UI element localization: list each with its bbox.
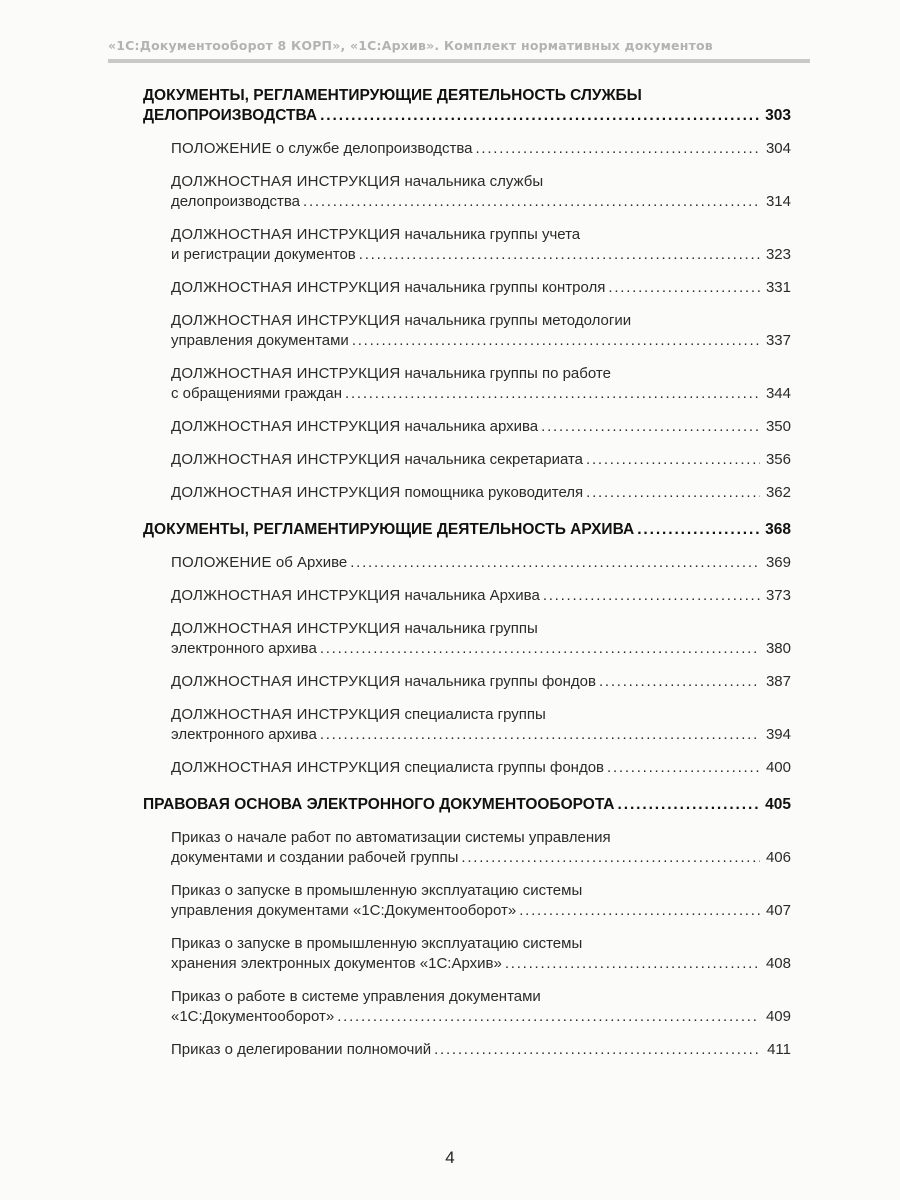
item-page-number: 380	[765, 640, 791, 657]
document-type: ДОЛЖНОСТНАЯ ИНСТРУКЦИЯ	[171, 226, 401, 243]
dot-leader	[359, 245, 760, 265]
document-type: ДОЛЖНОСТНАЯ ИНСТРУКЦИЯ	[171, 451, 401, 468]
dot-leader	[637, 520, 760, 540]
dot-leader	[303, 192, 760, 212]
dot-leader	[618, 795, 760, 815]
dot-leader	[543, 586, 760, 606]
toc-item[interactable]	[171, 417, 791, 437]
dot-leader	[541, 417, 760, 437]
item-title: и регистрации документов	[171, 246, 356, 263]
section-heading[interactable]	[143, 795, 791, 815]
item-title: управления документами «1С:Документооборот»	[171, 902, 517, 919]
toc-item-list	[143, 828, 791, 1060]
section-title-line: ДОКУМЕНТЫ, РЕГЛАМЕНТИРУЮЩИЕ ДЕЯТЕЛЬНОСТЬ СЛУЖБЫ	[143, 87, 642, 104]
toc-item[interactable]	[171, 619, 791, 659]
item-title-line: Приказ о запуске в промышленную эксплуатацию системы	[171, 935, 583, 952]
item-title: управления документами	[171, 332, 349, 349]
item-page-number: 350	[765, 418, 791, 435]
document-type: ДОЛЖНОСТНАЯ ИНСТРУКЦИЯ	[171, 620, 401, 637]
toc-item[interactable]	[171, 364, 791, 404]
toc-item[interactable]	[171, 450, 791, 470]
item-title-line: начальника группы по работе	[400, 365, 611, 382]
item-page-number: 394	[765, 726, 791, 743]
dot-leader	[586, 450, 760, 470]
document-type: ДОЛЖНОСТНАЯ ИНСТРУКЦИЯ	[171, 365, 401, 382]
toc-item[interactable]	[171, 987, 791, 1027]
toc-item[interactable]	[171, 828, 791, 868]
dot-leader	[320, 725, 760, 745]
item-page-number: 331	[765, 279, 791, 296]
dot-leader	[320, 639, 760, 659]
item-title: «1С:Документооборот»	[171, 1008, 335, 1025]
dot-leader	[345, 384, 760, 404]
document-type: ПОЛОЖЕНИЕ	[171, 140, 272, 157]
item-title: начальника архива	[400, 418, 539, 435]
section-heading[interactable]	[143, 86, 791, 126]
toc-item[interactable]	[171, 483, 791, 503]
toc-item[interactable]	[171, 586, 791, 606]
toc-item[interactable]	[171, 278, 791, 298]
dot-leader	[476, 139, 761, 159]
table-of-contents	[143, 86, 791, 1077]
section-title: ДЕЛОПРОИЗВОДСТВА	[143, 107, 318, 124]
item-title-line: специалиста группы	[400, 706, 546, 723]
item-title: делопроизводства	[171, 193, 301, 210]
item-page-number: 314	[765, 193, 791, 210]
item-title-line: начальника группы	[400, 620, 538, 637]
item-title-line: начальника группы учета	[400, 226, 581, 243]
item-page-number: 400	[765, 759, 791, 776]
item-title: начальника секретариата	[400, 451, 584, 468]
dot-leader	[607, 758, 760, 778]
item-title-line: начальника службы	[400, 173, 544, 190]
dot-leader	[608, 278, 760, 298]
item-title: хранения электронных документов «1С:Архив»	[171, 955, 502, 972]
section-page-number: 303	[765, 107, 791, 124]
dot-leader	[434, 1040, 760, 1060]
toc-item[interactable]	[171, 225, 791, 265]
item-page-number: 344	[765, 385, 791, 402]
toc-item[interactable]	[171, 758, 791, 778]
toc-section	[143, 795, 791, 1060]
toc-item[interactable]	[171, 705, 791, 745]
toc-item[interactable]	[171, 311, 791, 351]
toc-item[interactable]	[171, 139, 791, 159]
dot-leader	[519, 901, 760, 921]
item-title: специалиста группы фондов	[400, 759, 605, 776]
item-title: помощника руководителя	[400, 484, 584, 501]
document-type: ДОЛЖНОСТНАЯ ИНСТРУКЦИЯ	[171, 759, 401, 776]
item-title-line: Приказ о начале работ по автоматизации системы управления	[171, 829, 611, 846]
item-title-line: Приказ о запуске в промышленную эксплуатацию системы	[171, 882, 583, 899]
item-title: электронного архива	[171, 640, 317, 657]
document-type: ДОЛЖНОСТНАЯ ИНСТРУКЦИЯ	[171, 418, 401, 435]
dot-leader	[352, 331, 760, 351]
section-page-number: 368	[765, 521, 791, 538]
page-number: 4	[445, 1148, 455, 1167]
document-type: ДОЛЖНОСТНАЯ ИНСТРУКЦИЯ	[171, 173, 401, 190]
item-page-number: 387	[765, 673, 791, 690]
item-page-number: 406	[765, 849, 791, 866]
item-page-number: 373	[765, 587, 791, 604]
toc-item[interactable]	[171, 172, 791, 212]
dot-leader	[350, 553, 760, 573]
toc-item-list	[143, 139, 791, 503]
item-page-number: 356	[765, 451, 791, 468]
item-title: с обращениями граждан	[171, 385, 343, 402]
item-title: о службе делопроизводства	[271, 140, 473, 157]
item-title-line: начальника группы методологии	[400, 312, 632, 329]
item-page-number: 411	[767, 1041, 791, 1058]
section-title: ПРАВОВАЯ ОСНОВА ЭЛЕКТРОННОГО ДОКУМЕНТООБОРОТА	[143, 796, 615, 813]
dot-leader	[586, 483, 760, 503]
toc-section	[143, 520, 791, 778]
item-title: начальника Архива	[400, 587, 540, 604]
document-type: ДОЛЖНОСТНАЯ ИНСТРУКЦИЯ	[171, 587, 401, 604]
item-page-number: 407	[765, 902, 791, 919]
item-title-line: Приказ о работе в системе управления документами	[171, 988, 541, 1005]
document-type: ПОЛОЖЕНИЕ	[171, 554, 272, 571]
dot-leader	[337, 1007, 760, 1027]
item-title: электронного архива	[171, 726, 317, 743]
item-title: об Архиве	[271, 554, 348, 571]
running-header: «1С:Документооборот 8 КОРП», «1С:Архив». Комплект нормативных документов	[108, 38, 810, 63]
dot-leader	[505, 954, 760, 974]
item-page-number: 408	[765, 955, 791, 972]
document-type: ДОЛЖНОСТНАЯ ИНСТРУКЦИЯ	[171, 312, 401, 329]
document-type: ДОЛЖНОСТНАЯ ИНСТРУКЦИЯ	[171, 279, 401, 296]
section-page-number: 405	[765, 796, 791, 813]
toc-section	[143, 86, 791, 503]
item-title: начальника группы контроля	[400, 279, 606, 296]
toc-item-list	[143, 553, 791, 778]
item-page-number: 337	[765, 332, 791, 349]
toc-item[interactable]	[171, 934, 791, 974]
item-title: начальника группы фондов	[400, 673, 596, 690]
item-title: документами и создании рабочей группы	[171, 849, 459, 866]
dot-leader	[461, 848, 760, 868]
dot-leader	[599, 672, 760, 692]
item-title: Приказ о делегировании полномочий	[171, 1041, 432, 1058]
item-page-number: 369	[765, 554, 791, 571]
item-page-number: 323	[765, 246, 791, 263]
section-title: ДОКУМЕНТЫ, РЕГЛАМЕНТИРУЮЩИЕ ДЕЯТЕЛЬНОСТЬ АРХИВА	[143, 521, 635, 538]
document-type: ДОЛЖНОСТНАЯ ИНСТРУКЦИЯ	[171, 484, 401, 501]
document-type: ДОЛЖНОСТНАЯ ИНСТРУКЦИЯ	[171, 706, 401, 723]
toc-item[interactable]	[171, 1040, 791, 1060]
item-page-number: 362	[765, 484, 791, 501]
toc-item[interactable]	[171, 553, 791, 573]
item-page-number: 409	[765, 1008, 791, 1025]
document-type: ДОЛЖНОСТНАЯ ИНСТРУКЦИЯ	[171, 673, 401, 690]
toc-item[interactable]	[171, 672, 791, 692]
toc-item[interactable]	[171, 881, 791, 921]
dot-leader	[320, 106, 760, 126]
item-page-number: 304	[765, 140, 791, 157]
section-heading[interactable]	[143, 520, 791, 540]
